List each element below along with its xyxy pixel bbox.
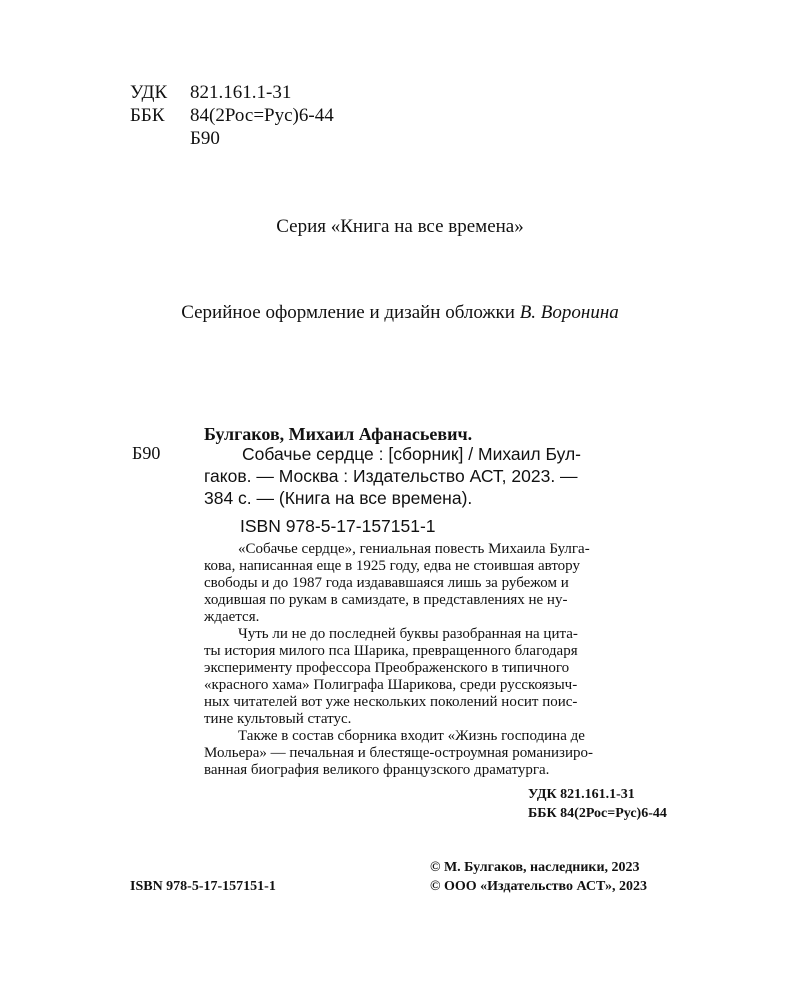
bbk-value: 84(2Рос=Рус)6-44: [190, 105, 334, 126]
bbk-label: ББК: [130, 105, 165, 126]
footer-isbn: ISBN 978-5-17-157151-1: [130, 879, 276, 894]
udk-bottom: УДК 821.161.1-31: [528, 787, 635, 802]
author-mark-top: Б90: [190, 128, 220, 149]
annotation-line: Мольера» — печальная и блестяще-остроумная романизиро-: [204, 745, 593, 761]
designer-name: В. Воронина: [519, 302, 619, 323]
series-line: Серия «Книга на все времена»: [276, 216, 524, 237]
annotation-line: свободы и до 1987 года издававшаяся лишь за рубежом и: [204, 575, 569, 591]
annotation-line: ванная биография великого французского драматурга.: [204, 762, 550, 778]
udk-label: УДК: [130, 82, 168, 103]
annotation-line: ждается.: [204, 609, 260, 625]
author-mark-card: Б90: [132, 443, 161, 463]
author-heading: Булгаков, Михаил Афанасьевич.: [204, 424, 473, 444]
bbk-row: [130, 105, 334, 127]
copyright-publisher: © ООО «Издательство АСТ», 2023: [430, 879, 648, 894]
annotation-line: Также в состав сборника входит «Жизнь господина де: [238, 728, 585, 744]
annotation-line: эксперименту профессора Преображенского в типичного: [204, 660, 570, 676]
design-line: [0, 302, 800, 324]
annotation-line: ных читателей вот уже нескольких поколений носит поис-: [204, 694, 578, 710]
annotation-line: «Собачье сердце», гениальная повесть Михаила Булга-: [238, 541, 590, 557]
annotation-line: ты история милого пса Шарика, превращенного благодаря: [204, 643, 578, 659]
copyright-author: © М. Булгаков, наследники, 2023: [430, 860, 640, 875]
annotation-line: Чуть ли не до последней буквы разобранная на цита-: [238, 626, 578, 642]
udk-row: [130, 82, 291, 104]
bib-line-1: Собачье сердце : [сборник] / Михаил Бул-: [242, 444, 581, 464]
bib-line-2: гаков. — Москва : Издательство АСТ, 2023. —: [204, 466, 578, 486]
catalog-isbn: ISBN 978-5-17-157151-1: [240, 516, 436, 536]
annotation-line: ходившая по рукам в самиздате, в представлениях не ну-: [204, 592, 568, 608]
bib-line-3: 384 с. — (Книга на все времена).: [204, 488, 473, 508]
udk-value: 821.161.1-31: [190, 82, 292, 103]
design-text: Серийное оформление и дизайн обложки: [181, 302, 520, 323]
annotation-line: кова, написанная еще в 1925 году, едва не стоившая автору: [204, 558, 580, 574]
annotation-line: «красного хама» Полиграфа Шарикова, среди русскоязыч-: [204, 677, 578, 693]
annotation-line: тине культовый статус.: [204, 711, 352, 727]
bbk-bottom: ББК 84(2Рос=Рус)6-44: [528, 806, 667, 821]
